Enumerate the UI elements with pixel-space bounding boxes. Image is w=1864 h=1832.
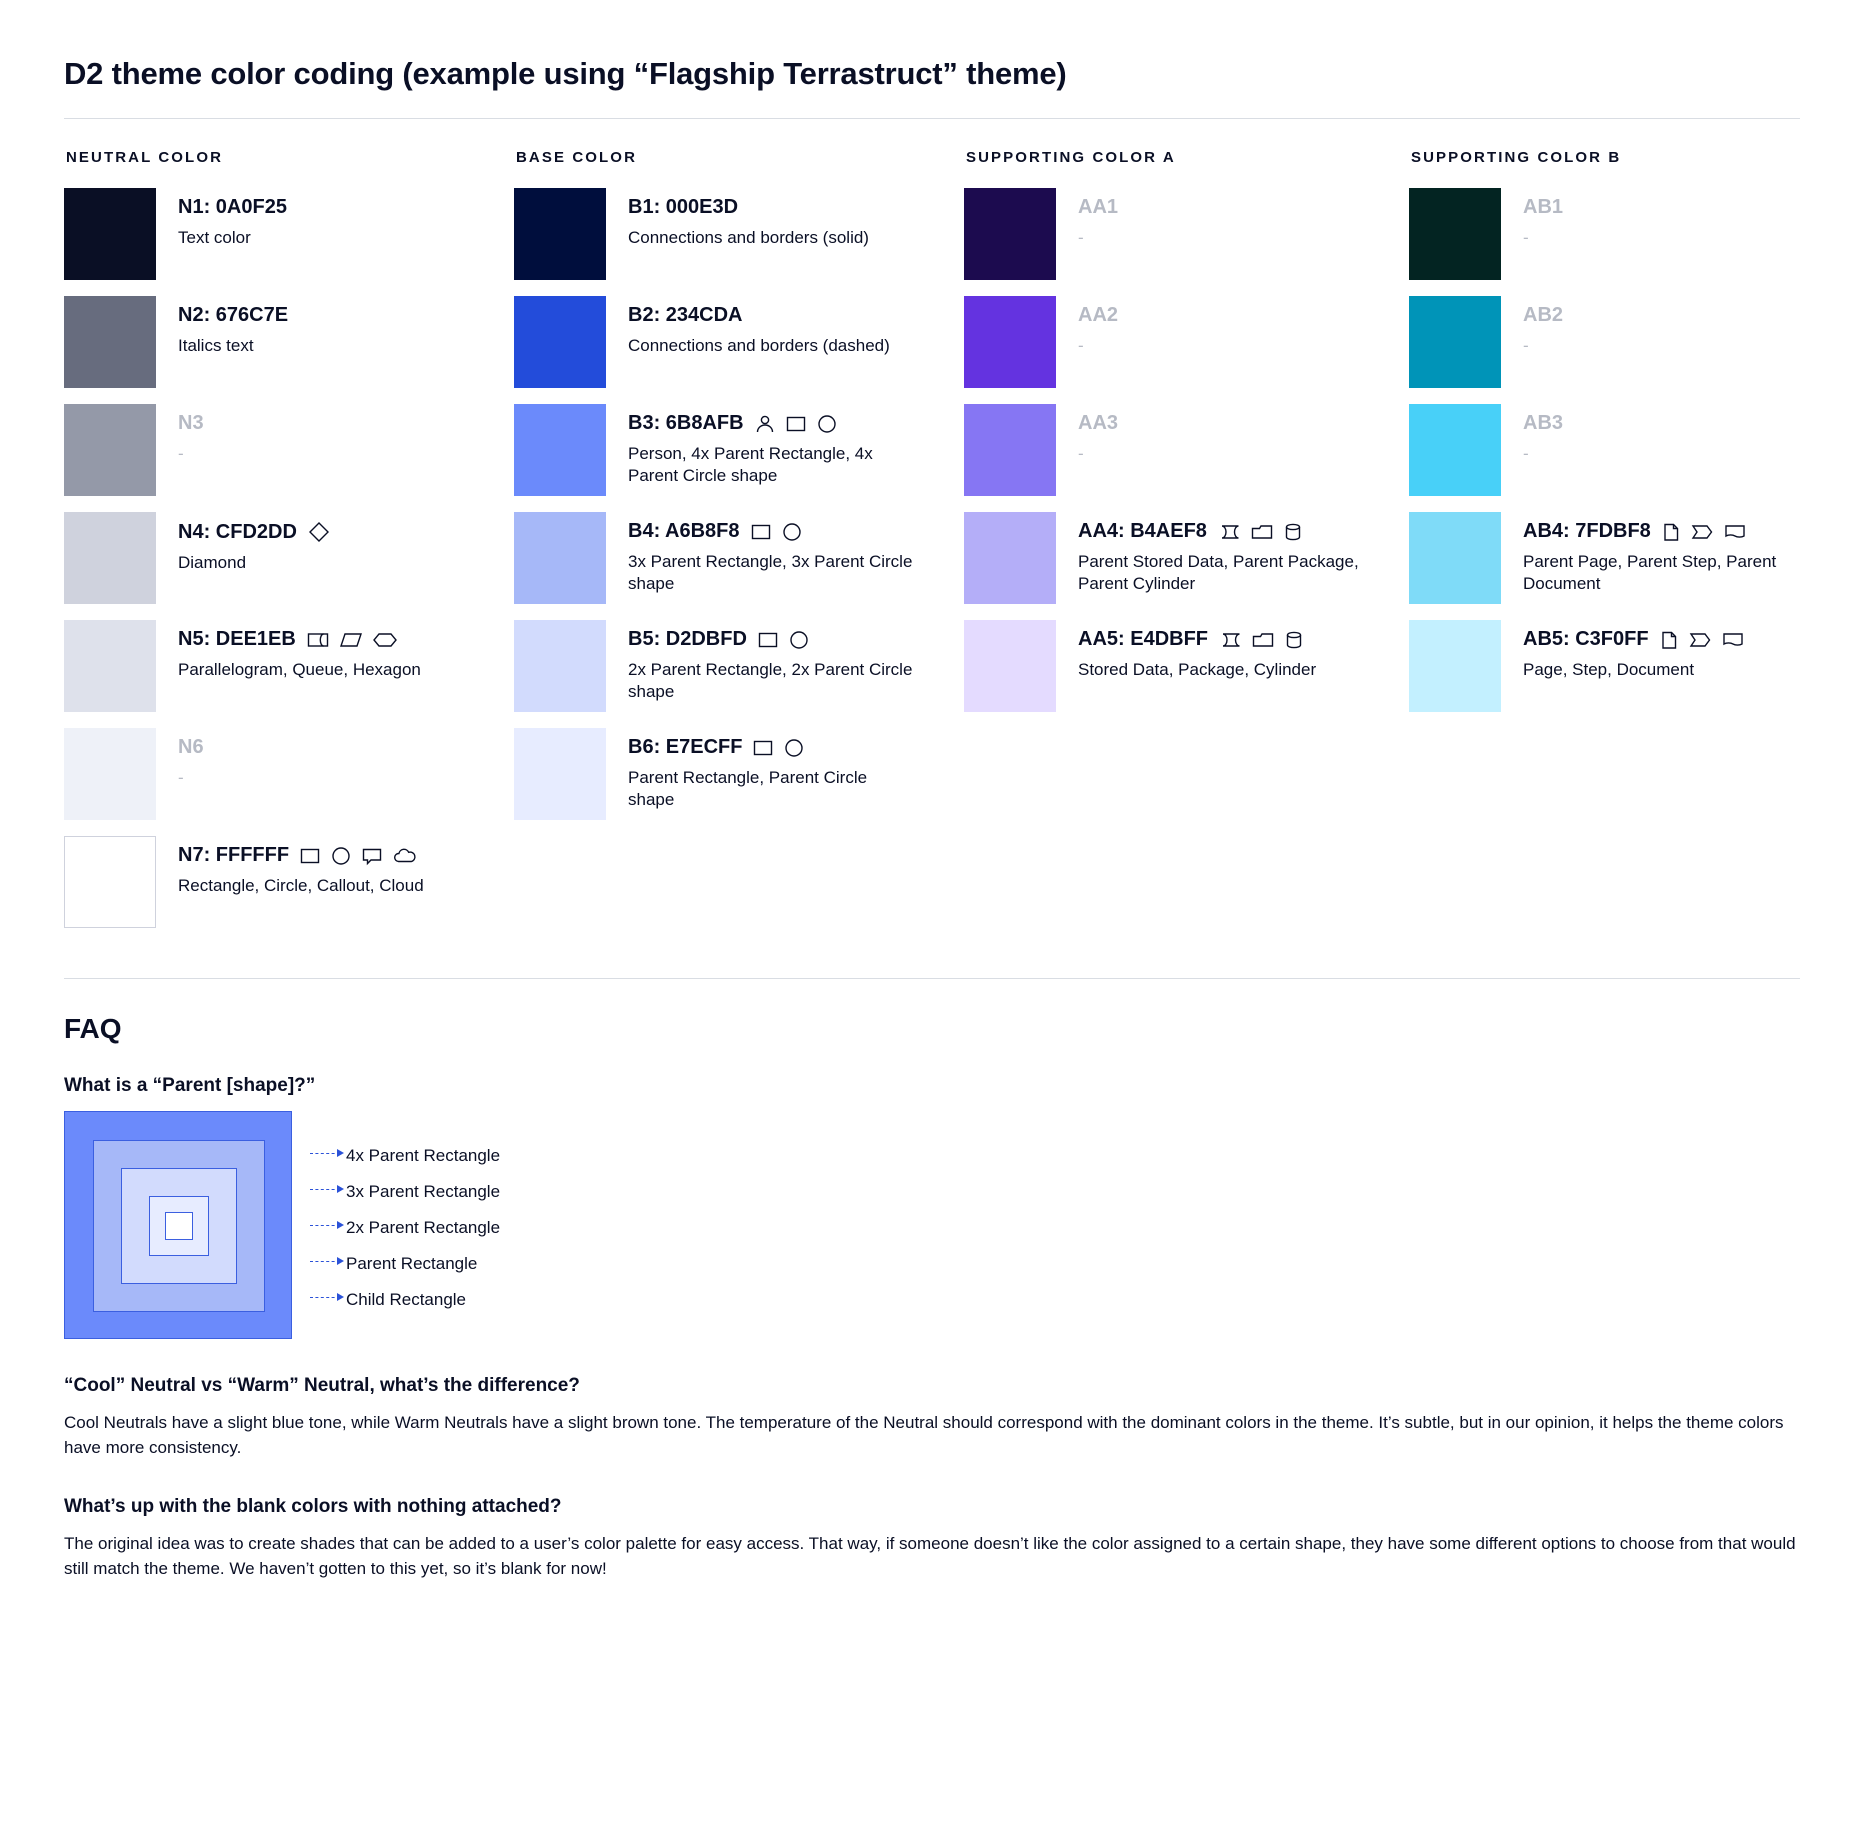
swatch-label-text: B6: E7ECFF [628,736,743,758]
color-swatch-row [64,512,514,604]
swatch-label-text: AB1 [1523,196,1564,218]
swatch-label [178,844,514,867]
color-chip [1409,188,1501,280]
swatch-text [178,512,514,574]
faq-question-1: What is a “Parent [shape]?” [64,1075,316,1096]
color-chip [514,728,606,820]
swatch-label-text: AB5: C3F0FF [1523,628,1649,650]
document-icon [1721,629,1745,651]
swatch-label-text: N2: 676C7E [178,304,289,326]
faq-heading: FAQ [64,1013,122,1044]
color-swatch-row [964,296,1409,388]
swatch-label [178,736,514,759]
stored-data-icon [1218,629,1242,651]
swatch-label-text: B3: 6B8AFB [628,412,744,434]
swatch-label-text: AA4: B4AEF8 [1078,520,1207,542]
column-heading: SUPPORTING COLOR B [1411,149,1622,166]
swatch-label [628,628,964,651]
swatch-text [1078,620,1409,681]
hexagon-icon [372,629,398,651]
swatch-label [1523,196,1800,219]
swatch-description: - [1523,336,1529,355]
circle-icon [330,845,352,867]
callout-label: 2x Parent Rectangle [346,1218,501,1237]
swatch-description: 3x Parent Rectangle, 3x Parent Circle shape [628,552,913,594]
color-swatch-row [514,512,964,604]
swatch-label-text: B4: A6B8F8 [628,520,740,542]
color-swatch-row [1409,404,1800,496]
shape-icon-group [752,737,805,759]
color-chip [1409,296,1501,388]
swatch-text [1078,188,1409,249]
color-swatch-row [1409,620,1800,712]
swatch-description: Text color [178,228,251,247]
callout-label: Parent Rectangle [346,1254,478,1273]
swatch-label-text: N5: DEE1EB [178,628,296,650]
color-chip [64,728,156,820]
swatch-label-text: N7: FFFFFF [178,844,290,866]
swatch-text [628,620,964,704]
cylinder-icon [1283,521,1303,543]
swatch-description: 2x Parent Rectangle, 2x Parent Circle shape [628,660,913,702]
swatch-text [178,404,514,465]
swatch-label [1523,412,1800,435]
swatch-label-text: AA1 [1078,196,1119,218]
color-swatch-row [64,728,514,820]
circle-icon [783,737,805,759]
diagram-callouts [292,1111,722,1339]
step-icon [1690,521,1714,543]
swatch-text [628,188,964,249]
color-chip [514,296,606,388]
swatch-description: - [1078,336,1084,355]
color-chip [1409,404,1501,496]
shape-icon-group [307,520,331,544]
swatch-label-text: B2: 234CDA [628,304,743,326]
page-icon [1661,521,1681,543]
column-heading: NEUTRAL COLOR [66,149,224,166]
swatch-label [1523,520,1800,543]
color-swatch-row [514,296,964,388]
callout-label: 3x Parent Rectangle [346,1182,501,1201]
callout-icon [361,845,383,867]
faq-answer-2: Cool Neutrals have a slight blue tone, while Warm Neutrals have a slight brown tone. The temperature of the Neutral should correspond with the dominant colors in the theme. It’s subtle, but in our opinion, it helps the theme colors have more consistency. [64,1413,1784,1457]
swatch-description: - [1078,444,1084,463]
callout-arrow [337,1257,344,1265]
swatch-text [178,836,514,897]
document-icon [1723,521,1747,543]
shape-icon-group [306,629,398,651]
page-icon [1659,629,1679,651]
parallelogram-icon [339,629,363,651]
swatch-label [628,736,964,759]
rectangle-icon [299,845,321,867]
color-swatch-row [964,620,1409,712]
swatch-description: Diamond [178,553,247,572]
color-chip [964,620,1056,712]
color-chip [1409,620,1501,712]
callout-label: Child Rectangle [346,1290,467,1309]
color-chip [64,404,156,496]
color-chip [1409,512,1501,604]
circle-icon [816,413,838,435]
swatch-label-text: N6 [178,736,204,758]
swatch-label [1078,628,1409,651]
page-title: D2 theme color coding (example using “Flagship Terrastruct” theme) [64,56,1067,91]
callout-label: 4x Parent Rectangle [346,1146,501,1165]
rectangle-icon [750,521,772,543]
color-swatch-row [964,512,1409,604]
rectangle-icon [752,737,774,759]
callout-leader [310,1225,340,1226]
queue-icon [306,629,330,651]
faq-answer-3: The original idea was to create shades that can be added to a user’s color palette for easy access. That way, if someone doesn’t like the color assigned to a certain shape, they have some different options to choose from that would still match the theme. We haven’t gotten to this yet, so it’s blank for now! [64,1534,1796,1578]
swatch-label [1078,412,1409,435]
swatch-label [1523,628,1800,651]
swatch-description: - [1078,228,1084,247]
swatch-description: Rectangle, Circle, Callout, Cloud [178,876,424,895]
color-chip [514,188,606,280]
shape-icon-group [750,521,803,543]
swatch-description: Parallelogram, Queue, Hexagon [178,660,421,679]
swatch-label [178,196,514,219]
swatch-text [178,188,514,249]
color-columns [64,149,1800,944]
swatch-label [178,304,514,327]
color-swatch-row [964,404,1409,496]
swatch-text [178,620,514,681]
color-chip [64,188,156,280]
color-chip [64,620,156,712]
swatch-label-text: AB2 [1523,304,1564,326]
swatch-text [1523,620,1800,681]
rectangle-icon [757,629,779,651]
divider-bottom [64,978,1800,979]
color-chip [64,836,156,928]
swatch-text [1078,296,1409,357]
color-swatch-row [514,404,964,496]
faq-question-2: “Cool” Neutral vs “Warm” Neutral, what’s the difference? [64,1375,580,1396]
swatch-label [178,520,514,544]
swatch-description: Parent Rectangle, Parent Circle shape [628,768,868,810]
color-swatch-row [64,620,514,712]
swatch-description: Connections and borders (dashed) [628,336,890,355]
swatch-text [1078,512,1409,596]
color-chip [964,296,1056,388]
color-column [1409,149,1800,944]
color-swatch-row [64,404,514,496]
swatch-label [628,412,964,435]
swatch-description: Parent Stored Data, Parent Package, Parent Cylinder [1078,552,1359,594]
divider-top [64,118,1800,119]
circle-icon [788,629,810,651]
swatch-text [1523,512,1800,596]
shape-icon-group [1217,521,1303,543]
shape-icon-group [754,413,838,435]
nest-level-5 [165,1212,193,1240]
color-swatch-row [64,296,514,388]
callout-leader [310,1153,340,1154]
shape-icon-group [1218,629,1304,651]
swatch-description: Connections and borders (solid) [628,228,869,247]
color-swatch-row [64,188,514,280]
color-column [64,149,514,944]
stored-data-icon [1217,521,1241,543]
cylinder-icon [1284,629,1304,651]
swatch-text [1523,404,1800,465]
swatch-description: Italics text [178,336,254,355]
swatch-description: Parent Page, Parent Step, Parent Document [1523,552,1777,594]
swatch-label [178,628,514,651]
parent-shape-diagram [64,1111,1800,1339]
swatch-label-text: B1: 000E3D [628,196,739,218]
swatch-label-text: AA2 [1078,304,1119,326]
callout-leader [310,1261,340,1262]
color-swatch-row [1409,512,1800,604]
callout-leader [310,1297,340,1298]
circle-icon [781,521,803,543]
swatch-description: Stored Data, Package, Cylinder [1078,660,1317,679]
color-swatch-row [964,188,1409,280]
swatch-text [628,296,964,357]
person-icon [754,413,776,435]
step-icon [1688,629,1712,651]
package-icon [1250,521,1274,543]
color-chip [514,404,606,496]
swatch-label [178,412,514,435]
callout-arrow [337,1221,344,1229]
callout-arrow [337,1149,344,1157]
color-chip [514,620,606,712]
color-swatch-row [1409,188,1800,280]
swatch-text [178,296,514,357]
shape-icon-group [1661,521,1747,543]
color-chip [964,188,1056,280]
swatch-description: Page, Step, Document [1523,660,1695,679]
swatch-text [628,512,964,596]
color-chip [514,512,606,604]
swatch-label [1078,304,1409,327]
swatch-description: - [1523,228,1529,247]
swatch-label-text: AA3 [1078,412,1119,434]
swatch-description: - [1523,444,1529,463]
swatch-label-text: AB4: 7FDBF8 [1523,520,1651,542]
swatch-label [1078,520,1409,543]
swatch-label-text: N1: 0A0F25 [178,196,287,218]
swatch-label [628,304,964,327]
swatch-label-text: B5: D2DBFD [628,628,747,650]
rectangle-icon [785,413,807,435]
swatch-description: - [178,768,184,787]
swatch-label [1523,304,1800,327]
color-swatch-row [64,836,514,928]
color-chip [964,512,1056,604]
nested-rectangles [64,1111,292,1339]
swatch-text [628,728,964,812]
swatch-label-text: N3 [178,412,204,434]
color-chip [64,296,156,388]
callout-arrow [337,1185,344,1193]
swatch-text [628,404,964,488]
cloud-icon [392,845,418,867]
color-swatch-row [514,188,964,280]
color-swatch-row [514,728,964,820]
color-chip [64,512,156,604]
swatch-label [1078,196,1409,219]
swatch-label [628,196,964,219]
color-column [964,149,1409,944]
swatch-label-text: N4: CFD2DD [178,520,297,543]
color-swatch-row [1409,296,1800,388]
swatch-text [1523,296,1800,357]
diamond-icon [307,520,331,544]
shape-icon-group [299,845,418,867]
swatch-text [1523,188,1800,249]
swatch-text [178,728,514,789]
swatch-label-text: AA5: E4DBFF [1078,628,1209,650]
column-heading: BASE COLOR [516,149,638,166]
swatch-description: - [178,444,184,463]
swatch-text [1078,404,1409,465]
swatch-label [628,520,964,543]
swatch-label-text: AB3 [1523,412,1564,434]
color-swatch-row [514,620,964,712]
callout-arrow [337,1293,344,1301]
color-chip [964,404,1056,496]
swatch-description: Person, 4x Parent Rectangle, 4x Parent Circle shape [628,444,873,486]
faq-question-3: What’s up with the blank colors with nothing attached? [64,1496,562,1518]
column-heading: SUPPORTING COLOR A [966,149,1176,166]
shape-icon-group [1659,629,1745,651]
callout-leader [310,1189,340,1190]
color-column [514,149,964,944]
shape-icon-group [757,629,810,651]
package-icon [1251,629,1275,651]
